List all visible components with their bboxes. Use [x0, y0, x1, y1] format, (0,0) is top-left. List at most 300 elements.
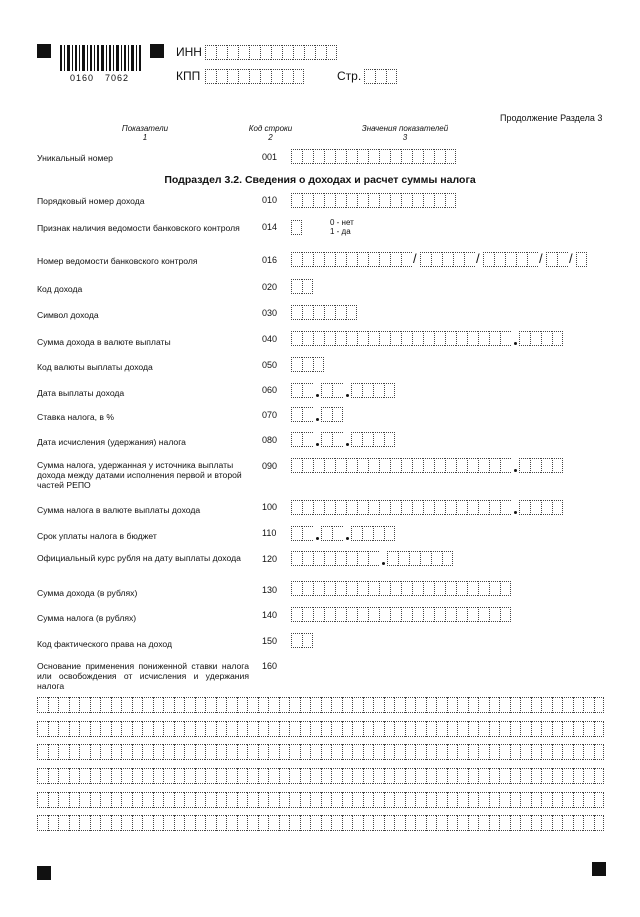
- basis-cell[interactable]: [289, 697, 300, 713]
- basis-cell[interactable]: [300, 697, 311, 713]
- basis-cell[interactable]: [468, 792, 479, 808]
- basis-cell[interactable]: [205, 744, 216, 760]
- income-number-field[interactable]: [291, 193, 456, 208]
- basis-cell[interactable]: [289, 815, 300, 831]
- basis-cell[interactable]: [510, 815, 521, 831]
- basis-cell[interactable]: [216, 721, 227, 737]
- basis-cell[interactable]: [237, 815, 248, 831]
- basis-cell[interactable]: [142, 744, 153, 760]
- basis-cell[interactable]: [363, 792, 374, 808]
- tax-rate-field[interactable]: [291, 407, 343, 422]
- basis-cell[interactable]: [499, 744, 510, 760]
- basis-cell[interactable]: [142, 768, 153, 784]
- basis-cell[interactable]: [426, 697, 437, 713]
- basis-cell[interactable]: [373, 768, 384, 784]
- basis-cell[interactable]: [121, 792, 132, 808]
- basis-line-5[interactable]: [37, 792, 604, 808]
- basis-cell[interactable]: [562, 815, 573, 831]
- basis-cell[interactable]: [489, 697, 500, 713]
- basis-cell[interactable]: [321, 697, 332, 713]
- basis-cell[interactable]: [436, 721, 447, 737]
- page-number-field[interactable]: [364, 69, 397, 84]
- basis-cell[interactable]: [69, 768, 80, 784]
- basis-cell[interactable]: [216, 792, 227, 808]
- basis-cell[interactable]: [531, 697, 542, 713]
- basis-cell[interactable]: [90, 768, 101, 784]
- basis-cell[interactable]: [237, 697, 248, 713]
- exchange-rate-field[interactable]: [291, 551, 453, 566]
- basis-cell[interactable]: [184, 697, 195, 713]
- basis-cell[interactable]: [342, 768, 353, 784]
- basis-cell[interactable]: [583, 697, 594, 713]
- basis-cell[interactable]: [310, 792, 321, 808]
- basis-cell[interactable]: [468, 697, 479, 713]
- income-amount-currency-field[interactable]: [291, 331, 563, 346]
- basis-line-4[interactable]: [37, 768, 604, 784]
- basis-cell[interactable]: [184, 744, 195, 760]
- basis-cell[interactable]: [226, 792, 237, 808]
- basis-cell[interactable]: [184, 721, 195, 737]
- basis-cell[interactable]: [163, 744, 174, 760]
- basis-cell[interactable]: [531, 744, 542, 760]
- basis-cell[interactable]: [142, 815, 153, 831]
- basis-cell[interactable]: [69, 815, 80, 831]
- basis-cell[interactable]: [90, 697, 101, 713]
- basis-cell[interactable]: [153, 721, 164, 737]
- basis-cell[interactable]: [363, 768, 374, 784]
- basis-cell[interactable]: [195, 768, 206, 784]
- basis-cell[interactable]: [405, 721, 416, 737]
- basis-cell[interactable]: [436, 697, 447, 713]
- basis-cell[interactable]: [489, 744, 500, 760]
- basis-cell[interactable]: [352, 792, 363, 808]
- actual-right-code-field[interactable]: [291, 633, 313, 648]
- basis-cell[interactable]: [373, 792, 384, 808]
- basis-cell[interactable]: [520, 697, 531, 713]
- tax-amount-currency-field[interactable]: [291, 500, 563, 515]
- basis-cell[interactable]: [373, 744, 384, 760]
- basis-cell[interactable]: [405, 744, 416, 760]
- basis-cell[interactable]: [289, 721, 300, 737]
- basis-cell[interactable]: [415, 744, 426, 760]
- basis-cell[interactable]: [384, 697, 395, 713]
- basis-cell[interactable]: [237, 744, 248, 760]
- basis-cell[interactable]: [174, 744, 185, 760]
- basis-cell[interactable]: [48, 721, 59, 737]
- basis-cell[interactable]: [195, 815, 206, 831]
- basis-cell[interactable]: [552, 815, 563, 831]
- basis-cell[interactable]: [573, 792, 584, 808]
- basis-cell[interactable]: [195, 792, 206, 808]
- basis-cell[interactable]: [174, 815, 185, 831]
- basis-cell[interactable]: [520, 792, 531, 808]
- basis-cell[interactable]: [384, 744, 395, 760]
- basis-cell[interactable]: [163, 792, 174, 808]
- basis-cell[interactable]: [573, 768, 584, 784]
- basis-cell[interactable]: [583, 815, 594, 831]
- basis-cell[interactable]: [289, 768, 300, 784]
- basis-cell[interactable]: [489, 721, 500, 737]
- basis-line-2[interactable]: [37, 721, 604, 737]
- basis-cell[interactable]: [457, 792, 468, 808]
- basis-cell[interactable]: [426, 744, 437, 760]
- basis-cell[interactable]: [510, 792, 521, 808]
- basis-cell[interactable]: [363, 744, 374, 760]
- basis-cell[interactable]: [205, 697, 216, 713]
- basis-cell[interactable]: [163, 697, 174, 713]
- income-payment-date-field[interactable]: [291, 383, 395, 398]
- basis-cell[interactable]: [48, 792, 59, 808]
- basis-line-6[interactable]: [37, 815, 604, 831]
- basis-cell[interactable]: [405, 697, 416, 713]
- basis-cell[interactable]: [447, 744, 458, 760]
- basis-cell[interactable]: [100, 744, 111, 760]
- basis-cell[interactable]: [531, 815, 542, 831]
- tax-calculation-date-field[interactable]: [291, 432, 395, 447]
- basis-cell[interactable]: [478, 815, 489, 831]
- basis-cell[interactable]: [394, 768, 405, 784]
- basis-cell[interactable]: [499, 792, 510, 808]
- basis-cell[interactable]: [457, 721, 468, 737]
- basis-cell[interactable]: [373, 815, 384, 831]
- basis-cell[interactable]: [552, 721, 563, 737]
- basis-cell[interactable]: [478, 744, 489, 760]
- basis-cell[interactable]: [394, 697, 405, 713]
- basis-cell[interactable]: [79, 768, 90, 784]
- basis-cell[interactable]: [258, 744, 269, 760]
- basis-cell[interactable]: [415, 768, 426, 784]
- basis-line-3[interactable]: [37, 744, 604, 760]
- income-amount-rub-field[interactable]: [291, 581, 511, 596]
- basis-cell[interactable]: [594, 721, 605, 737]
- basis-cell[interactable]: [37, 768, 48, 784]
- basis-cell[interactable]: [415, 697, 426, 713]
- basis-cell[interactable]: [310, 768, 321, 784]
- currency-code-field[interactable]: [291, 357, 324, 372]
- basis-cell[interactable]: [132, 721, 143, 737]
- basis-cell[interactable]: [352, 768, 363, 784]
- basis-cell[interactable]: [352, 697, 363, 713]
- basis-cell[interactable]: [468, 721, 479, 737]
- basis-cell[interactable]: [415, 792, 426, 808]
- basis-cell[interactable]: [478, 697, 489, 713]
- basis-cell[interactable]: [58, 721, 69, 737]
- basis-cell[interactable]: [279, 768, 290, 784]
- basis-cell[interactable]: [247, 721, 258, 737]
- basis-cell[interactable]: [132, 697, 143, 713]
- basis-cell[interactable]: [132, 815, 143, 831]
- basis-cell[interactable]: [594, 815, 605, 831]
- basis-cell[interactable]: [520, 721, 531, 737]
- basis-cell[interactable]: [457, 697, 468, 713]
- basis-cell[interactable]: [100, 768, 111, 784]
- basis-cell[interactable]: [394, 815, 405, 831]
- basis-cell[interactable]: [142, 792, 153, 808]
- basis-cell[interactable]: [37, 815, 48, 831]
- basis-cell[interactable]: [363, 721, 374, 737]
- basis-cell[interactable]: [594, 697, 605, 713]
- basis-cell[interactable]: [468, 815, 479, 831]
- basis-cell[interactable]: [184, 815, 195, 831]
- basis-cell[interactable]: [321, 744, 332, 760]
- basis-cell[interactable]: [69, 744, 80, 760]
- basis-cell[interactable]: [258, 792, 269, 808]
- basis-cell[interactable]: [447, 768, 458, 784]
- income-symbol-field[interactable]: [291, 305, 357, 320]
- basis-cell[interactable]: [111, 768, 122, 784]
- basis-cell[interactable]: [79, 744, 90, 760]
- basis-cell[interactable]: [573, 744, 584, 760]
- basis-cell[interactable]: [237, 721, 248, 737]
- basis-cell[interactable]: [405, 768, 416, 784]
- basis-cell[interactable]: [499, 768, 510, 784]
- basis-cell[interactable]: [426, 815, 437, 831]
- basis-cell[interactable]: [142, 721, 153, 737]
- basis-cell[interactable]: [216, 744, 227, 760]
- basis-cell[interactable]: [79, 697, 90, 713]
- basis-cell[interactable]: [573, 697, 584, 713]
- basis-cell[interactable]: [48, 744, 59, 760]
- basis-cell[interactable]: [279, 792, 290, 808]
- basis-cell[interactable]: [583, 768, 594, 784]
- basis-cell[interactable]: [342, 697, 353, 713]
- basis-cell[interactable]: [205, 721, 216, 737]
- basis-cell[interactable]: [321, 792, 332, 808]
- basis-cell[interactable]: [331, 792, 342, 808]
- basis-cell[interactable]: [331, 815, 342, 831]
- basis-cell[interactable]: [478, 792, 489, 808]
- basis-cell[interactable]: [121, 768, 132, 784]
- basis-cell[interactable]: [237, 768, 248, 784]
- basis-cell[interactable]: [552, 697, 563, 713]
- basis-cell[interactable]: [520, 815, 531, 831]
- basis-cell[interactable]: [531, 721, 542, 737]
- basis-cell[interactable]: [268, 697, 279, 713]
- basis-cell[interactable]: [216, 697, 227, 713]
- basis-cell[interactable]: [279, 815, 290, 831]
- basis-cell[interactable]: [226, 768, 237, 784]
- basis-cell[interactable]: [48, 815, 59, 831]
- basis-cell[interactable]: [111, 721, 122, 737]
- basis-cell[interactable]: [562, 792, 573, 808]
- basis-cell[interactable]: [153, 792, 164, 808]
- basis-cell[interactable]: [499, 721, 510, 737]
- basis-cell[interactable]: [541, 721, 552, 737]
- basis-cell[interactable]: [373, 721, 384, 737]
- basis-cell[interactable]: [90, 744, 101, 760]
- basis-cell[interactable]: [436, 815, 447, 831]
- basis-cell[interactable]: [520, 768, 531, 784]
- tax-withheld-repo-field[interactable]: [291, 458, 563, 473]
- basis-cell[interactable]: [426, 792, 437, 808]
- basis-cell[interactable]: [37, 697, 48, 713]
- basis-cell[interactable]: [132, 744, 143, 760]
- basis-cell[interactable]: [510, 721, 521, 737]
- basis-cell[interactable]: [468, 744, 479, 760]
- basis-cell[interactable]: [583, 792, 594, 808]
- basis-cell[interactable]: [100, 815, 111, 831]
- basis-cell[interactable]: [310, 815, 321, 831]
- basis-cell[interactable]: [541, 792, 552, 808]
- basis-cell[interactable]: [121, 721, 132, 737]
- basis-cell[interactable]: [48, 697, 59, 713]
- basis-cell[interactable]: [331, 697, 342, 713]
- basis-cell[interactable]: [310, 697, 321, 713]
- basis-cell[interactable]: [384, 768, 395, 784]
- basis-cell[interactable]: [258, 768, 269, 784]
- basis-cell[interactable]: [331, 744, 342, 760]
- basis-cell[interactable]: [100, 792, 111, 808]
- basis-cell[interactable]: [541, 697, 552, 713]
- basis-cell[interactable]: [247, 744, 258, 760]
- basis-cell[interactable]: [321, 721, 332, 737]
- basis-cell[interactable]: [216, 815, 227, 831]
- basis-cell[interactable]: [132, 792, 143, 808]
- basis-cell[interactable]: [111, 744, 122, 760]
- basis-cell[interactable]: [331, 721, 342, 737]
- basis-cell[interactable]: [426, 721, 437, 737]
- basis-cell[interactable]: [321, 815, 332, 831]
- basis-cell[interactable]: [384, 815, 395, 831]
- basis-cell[interactable]: [531, 768, 542, 784]
- basis-cell[interactable]: [132, 768, 143, 784]
- basis-cell[interactable]: [300, 721, 311, 737]
- basis-cell[interactable]: [373, 697, 384, 713]
- bank-control-sign-field[interactable]: [291, 220, 302, 235]
- basis-cell[interactable]: [405, 792, 416, 808]
- basis-cell[interactable]: [415, 721, 426, 737]
- basis-cell[interactable]: [447, 792, 458, 808]
- basis-cell[interactable]: [310, 721, 321, 737]
- basis-cell[interactable]: [510, 744, 521, 760]
- basis-cell[interactable]: [426, 768, 437, 784]
- basis-cell[interactable]: [394, 721, 405, 737]
- basis-cell[interactable]: [268, 792, 279, 808]
- basis-cell[interactable]: [594, 768, 605, 784]
- basis-cell[interactable]: [457, 768, 468, 784]
- basis-cell[interactable]: [583, 744, 594, 760]
- basis-cell[interactable]: [69, 721, 80, 737]
- basis-cell[interactable]: [195, 697, 206, 713]
- basis-cell[interactable]: [37, 792, 48, 808]
- basis-cell[interactable]: [562, 697, 573, 713]
- basis-cell[interactable]: [499, 815, 510, 831]
- basis-cell[interactable]: [552, 768, 563, 784]
- basis-cell[interactable]: [457, 815, 468, 831]
- basis-cell[interactable]: [268, 744, 279, 760]
- basis-cell[interactable]: [174, 768, 185, 784]
- basis-cell[interactable]: [594, 744, 605, 760]
- basis-cell[interactable]: [436, 768, 447, 784]
- basis-cell[interactable]: [541, 744, 552, 760]
- basis-cell[interactable]: [457, 744, 468, 760]
- basis-cell[interactable]: [247, 792, 258, 808]
- basis-cell[interactable]: [163, 815, 174, 831]
- basis-cell[interactable]: [58, 815, 69, 831]
- basis-cell[interactable]: [69, 697, 80, 713]
- basis-cell[interactable]: [363, 697, 374, 713]
- basis-cell[interactable]: [289, 744, 300, 760]
- basis-cell[interactable]: [195, 721, 206, 737]
- basis-cell[interactable]: [489, 792, 500, 808]
- basis-cell[interactable]: [436, 792, 447, 808]
- basis-cell[interactable]: [510, 697, 521, 713]
- basis-cell[interactable]: [79, 721, 90, 737]
- basis-cell[interactable]: [205, 792, 216, 808]
- basis-cell[interactable]: [384, 792, 395, 808]
- basis-cell[interactable]: [153, 697, 164, 713]
- basis-cell[interactable]: [205, 815, 216, 831]
- basis-cell[interactable]: [342, 744, 353, 760]
- basis-cell[interactable]: [121, 815, 132, 831]
- basis-cell[interactable]: [447, 815, 458, 831]
- basis-cell[interactable]: [258, 721, 269, 737]
- basis-cell[interactable]: [384, 721, 395, 737]
- basis-cell[interactable]: [226, 721, 237, 737]
- basis-cell[interactable]: [268, 815, 279, 831]
- basis-cell[interactable]: [447, 721, 458, 737]
- basis-cell[interactable]: [184, 792, 195, 808]
- inn-field[interactable]: [205, 45, 337, 60]
- unique-number-field[interactable]: [291, 149, 456, 164]
- basis-cell[interactable]: [163, 768, 174, 784]
- basis-cell[interactable]: [562, 721, 573, 737]
- basis-cell[interactable]: [583, 721, 594, 737]
- basis-cell[interactable]: [541, 768, 552, 784]
- basis-cell[interactable]: [268, 768, 279, 784]
- basis-cell[interactable]: [562, 768, 573, 784]
- basis-cell[interactable]: [468, 768, 479, 784]
- basis-cell[interactable]: [153, 815, 164, 831]
- tax-amount-rub-field[interactable]: [291, 607, 511, 622]
- basis-cell[interactable]: [552, 792, 563, 808]
- basis-cell[interactable]: [111, 792, 122, 808]
- basis-cell[interactable]: [436, 744, 447, 760]
- basis-cell[interactable]: [510, 768, 521, 784]
- basis-cell[interactable]: [531, 792, 542, 808]
- basis-cell[interactable]: [205, 768, 216, 784]
- basis-cell[interactable]: [163, 721, 174, 737]
- basis-cell[interactable]: [258, 697, 269, 713]
- basis-cell[interactable]: [174, 721, 185, 737]
- basis-cell[interactable]: [121, 697, 132, 713]
- income-code-field[interactable]: [291, 279, 313, 294]
- basis-cell[interactable]: [552, 744, 563, 760]
- basis-cell[interactable]: [184, 768, 195, 784]
- tax-payment-deadline-field[interactable]: [291, 526, 395, 541]
- basis-cell[interactable]: [300, 792, 311, 808]
- basis-cell[interactable]: [216, 768, 227, 784]
- basis-cell[interactable]: [321, 768, 332, 784]
- basis-cell[interactable]: [499, 697, 510, 713]
- basis-line-1[interactable]: [37, 697, 604, 713]
- basis-cell[interactable]: [79, 815, 90, 831]
- basis-cell[interactable]: [562, 744, 573, 760]
- basis-cell[interactable]: [58, 697, 69, 713]
- basis-cell[interactable]: [58, 744, 69, 760]
- basis-cell[interactable]: [478, 721, 489, 737]
- basis-cell[interactable]: [100, 697, 111, 713]
- basis-cell[interactable]: [258, 815, 269, 831]
- basis-cell[interactable]: [300, 768, 311, 784]
- basis-cell[interactable]: [90, 815, 101, 831]
- basis-cell[interactable]: [90, 721, 101, 737]
- basis-cell[interactable]: [90, 792, 101, 808]
- basis-cell[interactable]: [541, 815, 552, 831]
- basis-cell[interactable]: [363, 815, 374, 831]
- basis-cell[interactable]: [342, 815, 353, 831]
- basis-cell[interactable]: [37, 744, 48, 760]
